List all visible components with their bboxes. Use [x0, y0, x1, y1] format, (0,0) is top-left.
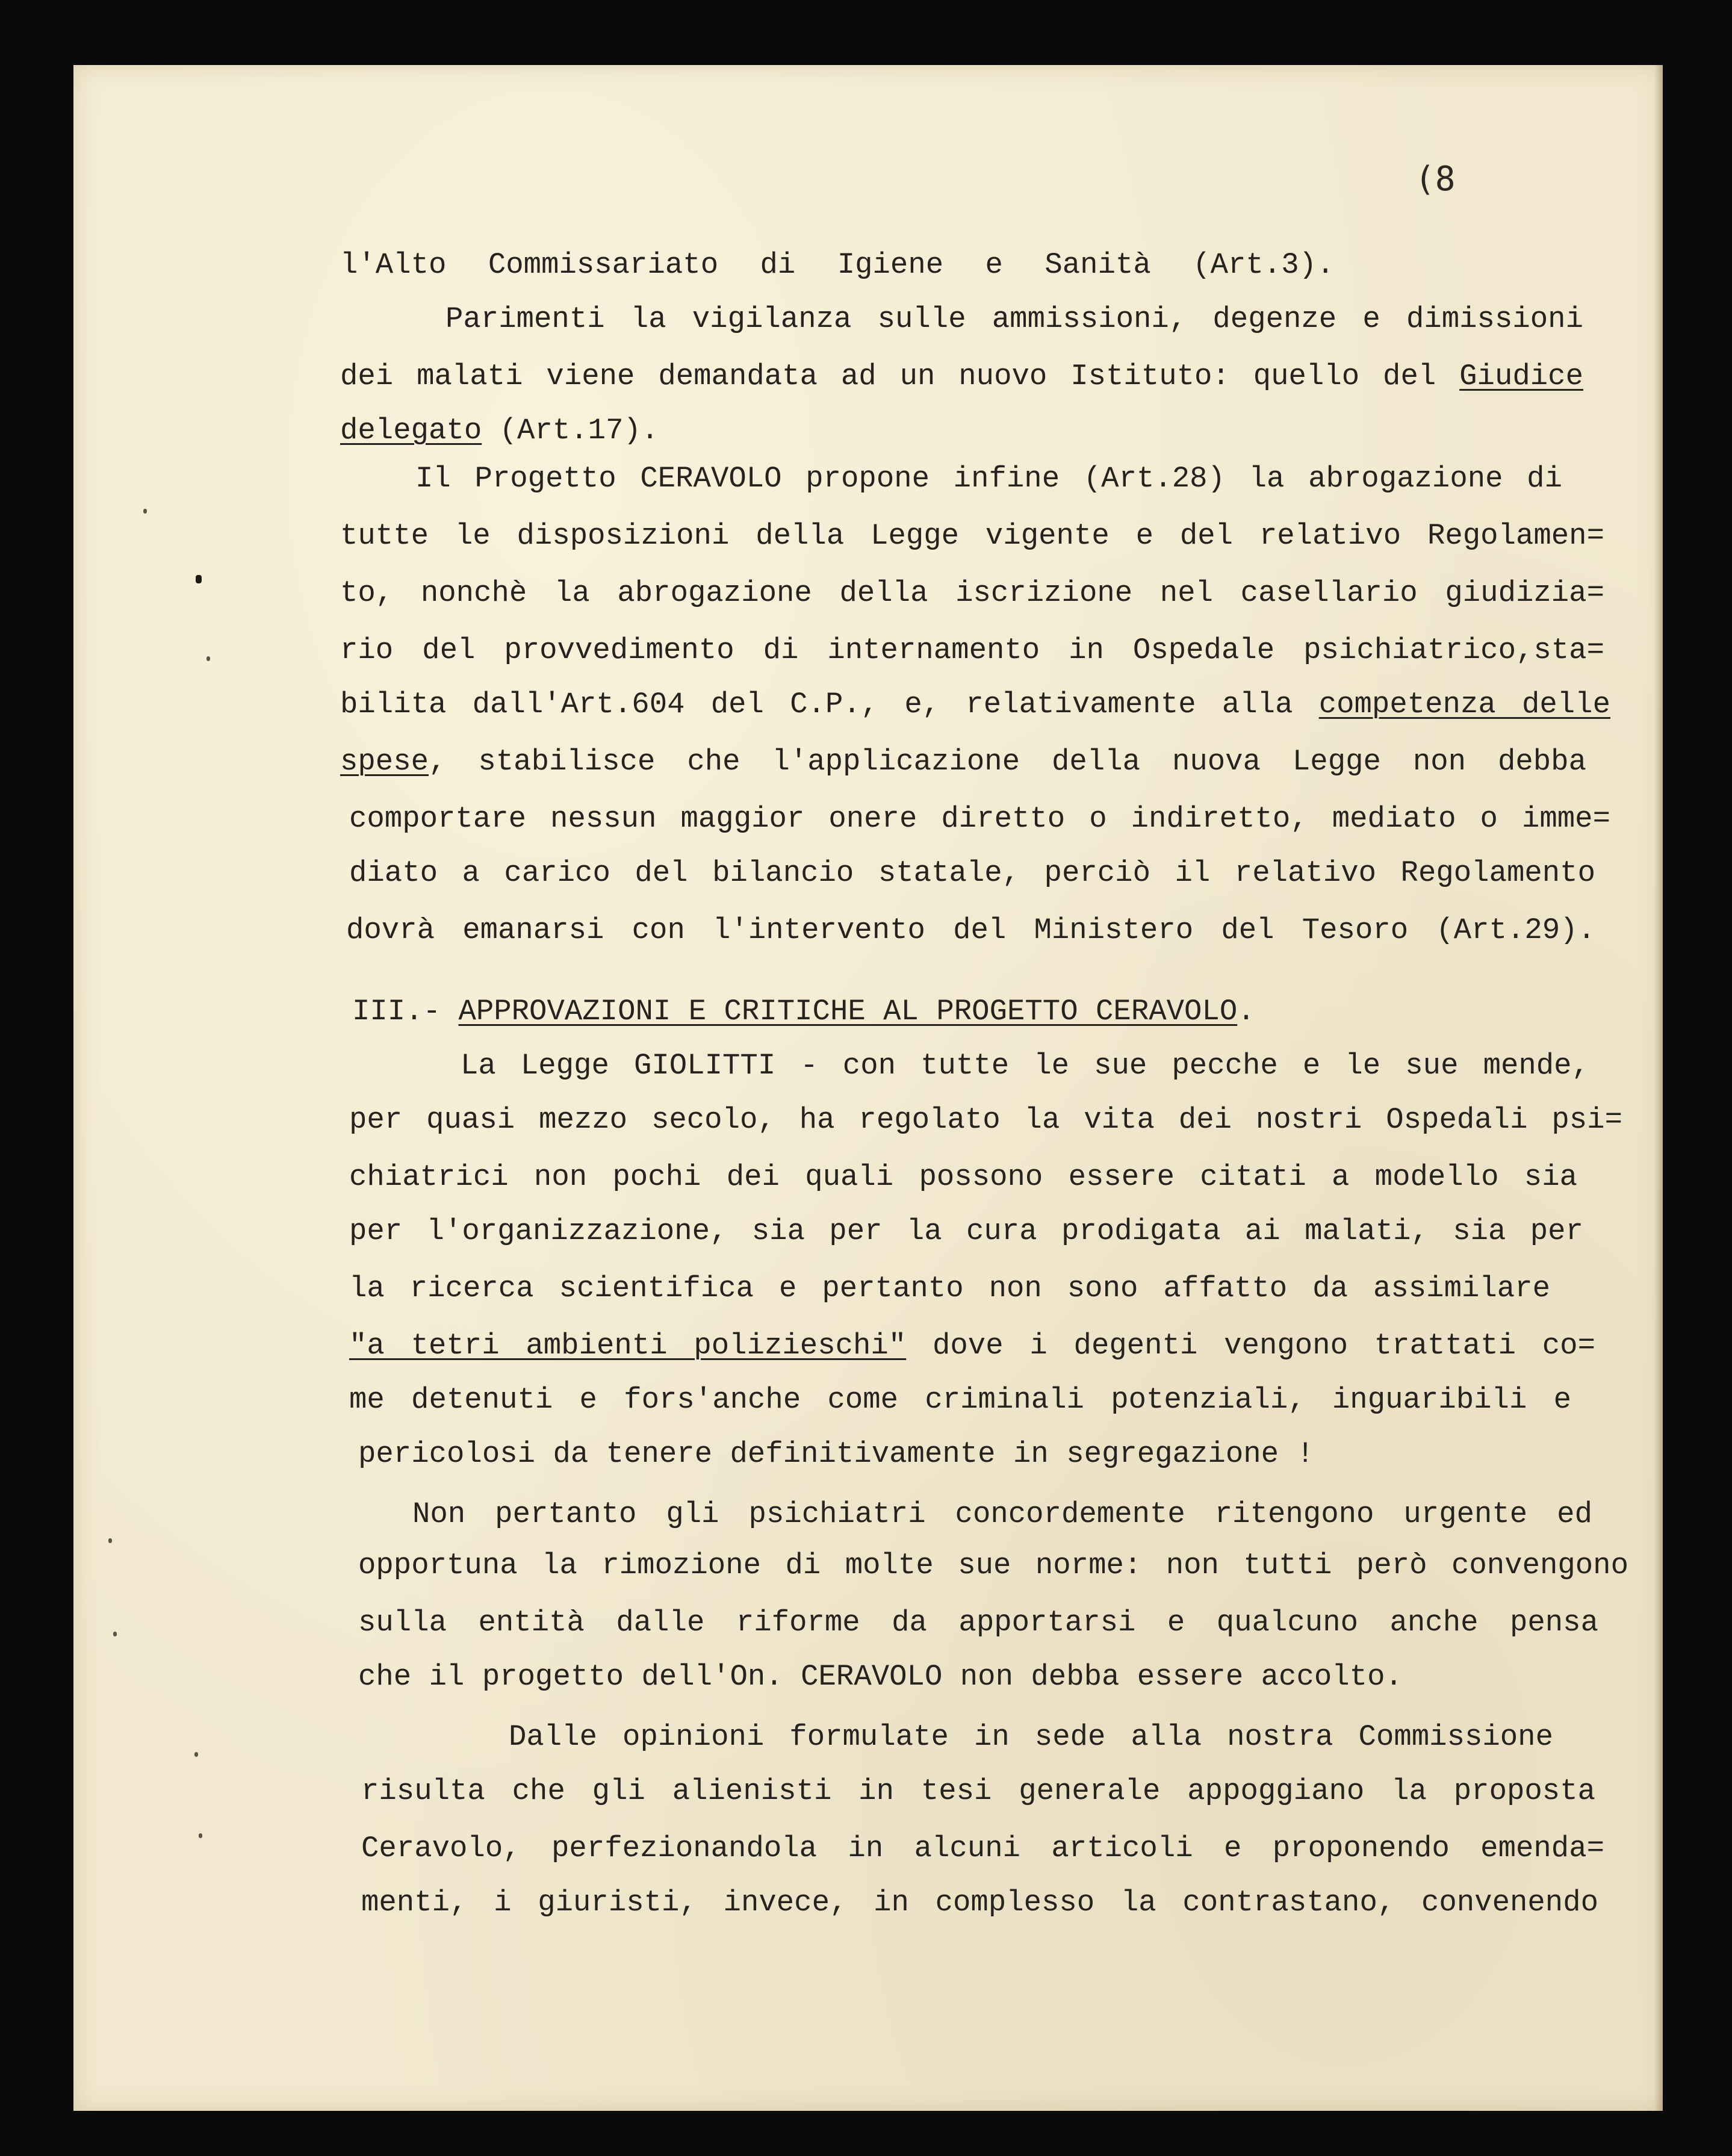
text-line [349, 1159, 1577, 1195]
underlined-phrase: APPROVAZIONI E CRITICHE AL PROGETTO CERAVOLO [458, 995, 1238, 1028]
text-segment: sulla entità dalle riforme da apportarsi e qualcuno anche pensa [358, 1606, 1598, 1639]
text-line [358, 1605, 1598, 1641]
text-segment: III.- [352, 995, 459, 1028]
punch-hole-mark [194, 1752, 198, 1757]
text-segment: me detenuti e fors'anche come criminali potenziali, inguaribili e [349, 1383, 1571, 1417]
text-line [340, 686, 1610, 722]
text-line [340, 575, 1604, 611]
underlined-phrase: "a tetri ambienti polizieschi" [349, 1329, 907, 1362]
text-segment: (Art.17). [482, 414, 659, 447]
text-segment: risulta che gli alienisti in tesi generale appoggiano la proposta [361, 1774, 1595, 1808]
text-line [349, 1382, 1571, 1418]
text-line [445, 301, 1583, 337]
text-line [358, 1436, 1314, 1472]
text-line [340, 518, 1604, 554]
text-segment: comportare nessun maggior onere diretto o indiretto, mediato o imme= [349, 802, 1610, 836]
text-line [349, 855, 1595, 891]
text-segment: Parimenti la vigilanza sulle ammissioni, degenze e dimissioni [445, 302, 1583, 336]
text-segment: per l'organizzazione, sia per la cura prodigata ai malati, sia per [349, 1214, 1583, 1248]
punch-hole-mark [143, 509, 147, 514]
page-edge-shadow [1654, 65, 1663, 2111]
text-segment: la ricerca scientifica e pertanto non sono affatto da assimilare [349, 1272, 1550, 1305]
underlined-phrase: delegato [340, 414, 482, 447]
text-segment: bilita dall'Art.604 del C.P., e, relativamente alla [340, 688, 1319, 721]
text-line [412, 1496, 1592, 1532]
text-line [361, 1830, 1604, 1866]
text-segment: Il Progetto CERAVOLO propone infine (Art.28) la abrogazione di [415, 462, 1562, 496]
text-line [509, 1719, 1553, 1755]
text-line [358, 1659, 1403, 1695]
text-segment: Non pertanto gli psichiatri concordemente ritengono urgente ed [412, 1497, 1592, 1531]
text-segment: La Legge GIOLITTI - con tutte le sue pecche e le sue mende, [461, 1049, 1589, 1083]
underlined-phrase: competenza delle [1318, 688, 1610, 721]
section-heading [352, 993, 1255, 1030]
punch-hole-mark [108, 1538, 112, 1543]
text-segment: . [1237, 995, 1255, 1028]
text-line [349, 1328, 1595, 1364]
text-line [461, 1048, 1589, 1084]
text-line [340, 632, 1604, 668]
text-segment: dei malati viene demandata ad un nuovo Istituto: quello del [340, 359, 1460, 393]
punch-hole-mark [196, 575, 202, 583]
text-line [361, 1884, 1598, 1921]
page-number: (8 [1415, 160, 1456, 199]
text-line [415, 461, 1562, 497]
text-line [349, 801, 1610, 837]
text-segment: to, nonchè la abrogazione della iscrizione nel casellario giudizia= [340, 576, 1604, 610]
text-segment: Ceravolo, perfezionandola in alcuni articoli e proponendo emenda= [361, 1831, 1604, 1865]
text-segment: dove i degenti vengono trattati co= [906, 1329, 1595, 1362]
text-line [349, 1213, 1583, 1249]
punch-hole-mark [199, 1833, 202, 1838]
text-segment: diato a carico del bilancio statale, perciò il relativo Regolamento [349, 856, 1595, 890]
punch-hole-mark [113, 1632, 117, 1636]
text-segment: menti, i giuristi, invece, in complesso la contrastano, convenendo [361, 1886, 1598, 1919]
punch-hole-mark [206, 656, 210, 661]
text-line [340, 247, 1334, 283]
text-segment: Dalle opinioni formulate in sede alla nostra Commissione [509, 1720, 1553, 1754]
text-segment: l'Alto Commissariato di Igiene e Sanità (Art.3). [340, 248, 1335, 282]
text-line [346, 912, 1595, 948]
text-segment: rio del provvedimento di internamento in Ospedale psichiatrico,sta= [340, 633, 1604, 667]
underlined-phrase: Giudice [1459, 359, 1583, 393]
text-line [358, 1547, 1628, 1583]
text-line [340, 358, 1583, 394]
text-line [340, 412, 659, 449]
text-segment: opportuna la rimozione di molte sue norme: non tutti però convengono [358, 1549, 1628, 1582]
text-segment: dovrà emanarsi con l'intervento del Ministero del Tesoro (Art.29). [346, 913, 1595, 947]
underlined-phrase: spese [340, 745, 429, 778]
text-segment: chiatrici non pochi dei quali possono essere citati a modello sia [349, 1160, 1577, 1194]
text-segment: per quasi mezzo secolo, ha regolato la vita dei nostri Ospedali psi= [349, 1103, 1622, 1137]
text-line [349, 1270, 1550, 1306]
text-segment: , stabilisce che l'applicazione della nuova Legge non debba [429, 745, 1586, 778]
text-line [340, 744, 1586, 780]
text-line [361, 1773, 1595, 1809]
text-line [349, 1102, 1622, 1138]
text-segment: tutte le disposizioni della Legge vigente e del relativo Regolamen= [340, 519, 1604, 553]
text-segment: pericolosi da tenere definitivamente in segregazione ! [358, 1437, 1314, 1471]
text-segment: che il progetto dell'On. CERAVOLO non debba essere accolto. [358, 1660, 1403, 1694]
